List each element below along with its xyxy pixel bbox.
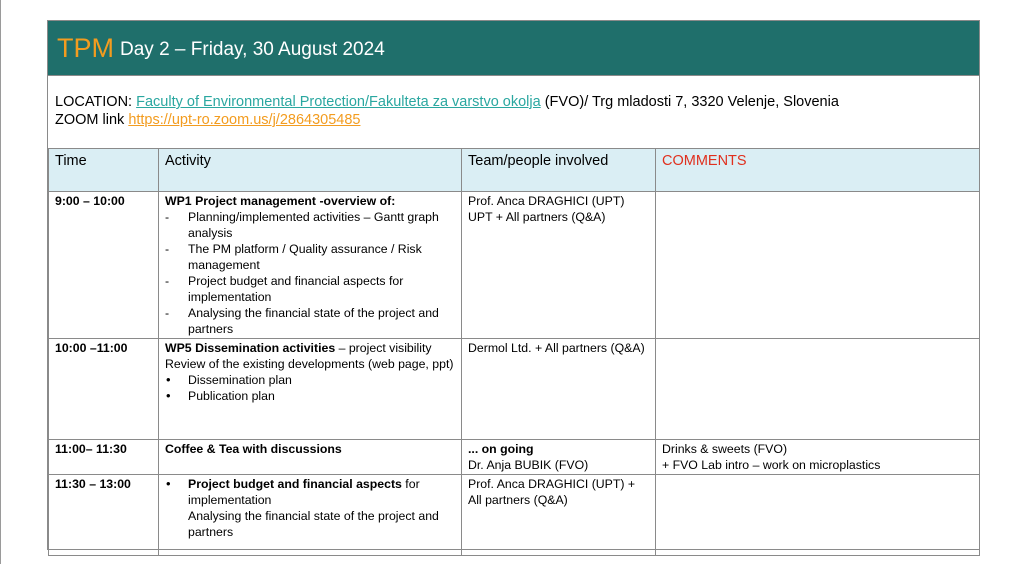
activity-list [165,476,455,508]
activity-title: Coffee & Tea with discussions [165,442,342,456]
venue-address: / Trg mladosti 7, 3320 Velenje, Slovenia [584,94,839,110]
table-row [49,475,980,556]
row-activity: WP5 Dissemination activities – project visibility Review of the existing developments (web page, ppt) • Dissemination plan • Publication plan [159,339,462,440]
row-team: Prof. Anca DRAGHICI (UPT) UPT + All partners (Q&A) [462,192,656,339]
venue-code: (FVO) [544,94,585,110]
col-activity: Activity [159,149,462,192]
table-row [49,440,980,475]
activity-title: WP1 Project management -overview of: [165,194,396,208]
activity-title: WP5 Dissemination activities [165,341,336,355]
row-comments [656,475,980,556]
row-comments [656,339,980,440]
agenda-sheet [47,20,980,550]
activity-list [165,372,455,404]
row-comments [656,192,980,339]
list-item: • Project budget and financial aspects for implementation [165,476,455,508]
col-time: Time [49,149,159,192]
title-tpm: TPM [57,32,114,63]
row-activity [159,192,462,339]
row-team: Prof. Anca DRAGHICI (UPT) + All partners (Q&A) [462,475,656,556]
row-team: ... on going Dr. Anja BUBIK (FVO) [462,440,656,475]
row-comments: Drinks & sweets (FVO) + FVO Lab intro – work on microplastics [656,440,980,475]
list-item: - Planning/implemented activities – Gantt graph analysis [165,209,455,241]
header-row [49,149,980,192]
col-comments: COMMENTS [656,149,980,192]
list-item: - Project budget and financial aspects for implementation [165,273,455,305]
venue-link[interactable]: Faculty of Environmental Protection/Fakulteta za varstvo okolja [136,94,541,110]
activity-text: Review of the existing developments (web page, ppt) [165,357,454,371]
row-time: 9:00 – 10:00 [49,192,159,339]
row-team: Dermol Ltd. + All partners (Q&A) [462,339,656,440]
table-row [49,192,980,339]
location-block [48,77,979,148]
zoom-link[interactable]: https://upt-ro.zoom.us/j/2864305485 [128,112,361,128]
activity-text: Analysing the financial state of the project and partners [188,509,439,539]
col-team: Team/people involved [462,149,656,192]
list-item: - Analysing the financial state of the project and partners [165,305,455,337]
row-time: 11:30 – 13:00 [49,475,159,556]
row-activity [159,440,462,475]
page-edge-rule [0,0,1,564]
table-row [49,339,980,440]
list-item: • Dissemination plan [165,372,455,388]
row-time: 10:00 –11:00 [49,339,159,440]
list-item: - The PM platform / Quality assurance / Risk management [165,241,455,273]
activity-list [165,209,455,337]
zoom-line [55,111,979,129]
row-time: 11:00– 11:30 [49,440,159,475]
location-label: LOCATION [55,94,129,110]
zoom-label: ZOOM link [55,112,125,128]
list-item: • Publication plan [165,388,455,404]
title-bar [48,21,979,76]
schedule-table [48,148,980,556]
row-activity [159,475,462,556]
title-day: Day 2 – Friday, 30 August 2024 [120,39,385,60]
location-line: LOCATION: Faculty of Environmental Protection/Fakulteta za varstvo okolja (FVO)/ Trg mladosti 7, 3320 Velenje, Slovenia [55,94,839,110]
